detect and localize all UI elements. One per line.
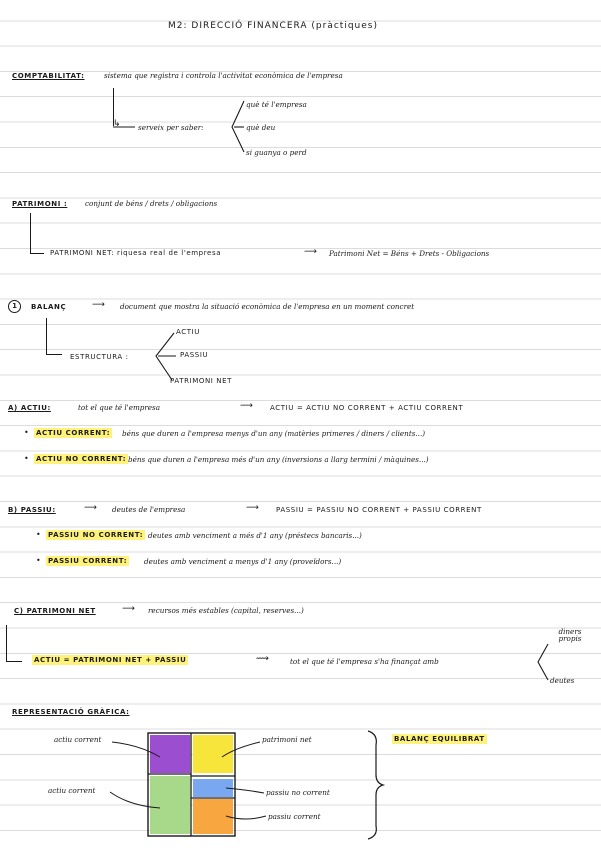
- balanc-item-passiu: PASSIU: [180, 351, 209, 359]
- comptabilitat-definition: sistema que registra i controla l'activitat econòmica de l'empresa: [104, 71, 343, 80]
- bullet-icon: •: [36, 556, 41, 565]
- pnet-option-2: deutes: [550, 676, 575, 685]
- actiu-formula: ACTIU = ACTIU NO CORRENT + ACTIU CORRENT: [270, 404, 464, 412]
- actiu-definition: tot el que té l'empresa: [78, 403, 161, 412]
- comptabilitat-item-3: si guanya o perd: [246, 148, 307, 157]
- patrimoni-definition: conjunt de béns / drets / obligacions: [85, 199, 218, 208]
- arrow-right-icon: ↳: [113, 119, 121, 129]
- grafica-label-actiu-corrent-left: actiu corrent: [48, 786, 96, 795]
- arrow-right-icon: ⟶: [122, 604, 135, 614]
- page-title: M2: DIRECCIÓ FINANCERA (pràctiques): [168, 21, 378, 31]
- grafica-label-passiu-corrent: passiu corrent: [268, 812, 321, 821]
- comptabilitat-item-2: què deu: [246, 123, 276, 132]
- actiu-no-corrent-text: béns que duren a l'empresa més d'un any (inversions a llarg termini / màquines...): [128, 455, 429, 464]
- comptabilitat-item-1: què té l'empresa: [246, 100, 307, 109]
- balanc-label: BALANÇ: [31, 303, 67, 311]
- arrow-right-icon: ⟶: [92, 300, 105, 310]
- patrimoni-label: PATRIMONI :: [12, 200, 68, 208]
- block-green: [150, 776, 190, 834]
- patrimoni-net-line: PATRIMONI NET: riquesa real de l'empresa: [50, 249, 222, 257]
- grafica-label-actiu-corrent-top: actiu corrent: [54, 735, 102, 744]
- passiu-corrent-label: PASSIU CORRENT:: [48, 557, 128, 565]
- bullet-icon: •: [24, 428, 29, 437]
- actiu-no-corrent-label: ACTIU NO CORRENT:: [36, 455, 127, 463]
- arrow-right-icon: ⟶: [240, 401, 253, 411]
- estructura-label: ESTRUCTURA :: [70, 353, 129, 361]
- passiu-no-corrent-text: deutes amb venciment a més d'1 any (préstecs bancaris...): [148, 531, 362, 540]
- block-purple: [150, 735, 190, 773]
- passiu-no-corrent-label: PASSIU NO CORRENT:: [48, 531, 144, 539]
- serveix-label: serveix per saber:: [138, 123, 204, 132]
- passiu-label: B) PASSIU:: [8, 506, 56, 514]
- actiu-corrent-label: ACTIU CORRENT:: [36, 429, 111, 437]
- bullet-icon: •: [24, 454, 29, 463]
- grafica-label: REPRESENTACIÓ GRÀFICA:: [12, 708, 130, 716]
- bullet-icon: •: [36, 530, 41, 539]
- pnet-label: C) PATRIMONI NET: [14, 607, 96, 615]
- actiu-corrent-text: béns que duren a l'empresa menys d'un any (matèries primeres / diners / clients...): [122, 429, 426, 438]
- arrow-right-icon: ⟶: [246, 503, 259, 513]
- grafica-label-passiu-no-corrent: passiu no corrent: [266, 788, 330, 797]
- balanc-equilibrat: BALANÇ EQUILIBRAT: [394, 735, 485, 743]
- grafica-label-patrimoni-net: patrimoni net: [262, 735, 312, 744]
- balanc-item-actiu: ACTIU: [176, 328, 201, 336]
- patrimoni-formula: Patrimoni Net = Béns + Drets - Obligacions: [329, 249, 490, 258]
- balanc-item-patrimoni-net: PATRIMONI NET: [170, 377, 233, 385]
- passiu-formula: PASSIU = PASSIU NO CORRENT + PASSIU CORRENT: [276, 506, 482, 514]
- actiu-label: A) ACTIU:: [8, 404, 51, 412]
- pnet-equation: ACTIU = PATRIMONI NET + PASSIU: [34, 656, 187, 664]
- squiggle-arrow-icon: ⟿: [256, 654, 269, 664]
- passiu-definition: deutes de l'empresa: [112, 505, 186, 514]
- balanc-definition: document que mostra la situació econòmica de l'empresa en un moment concret: [120, 302, 415, 311]
- pnet-explain: tot el que té l'empresa s'ha finançat amb: [290, 657, 439, 666]
- comptabilitat-label: COMPTABILITAT:: [12, 72, 85, 80]
- pnet-definition: recursos més estables (capital, reserves...): [148, 606, 304, 615]
- section-number-circle: 1: [8, 300, 21, 313]
- arrow-right-icon: ⟶: [304, 247, 317, 257]
- passiu-corrent-text: deutes amb venciment a menys d'1 any (proveïdors...): [144, 557, 342, 566]
- arrow-right-icon: ⟶: [84, 503, 97, 513]
- pnet-option-1: diners propis: [558, 627, 582, 644]
